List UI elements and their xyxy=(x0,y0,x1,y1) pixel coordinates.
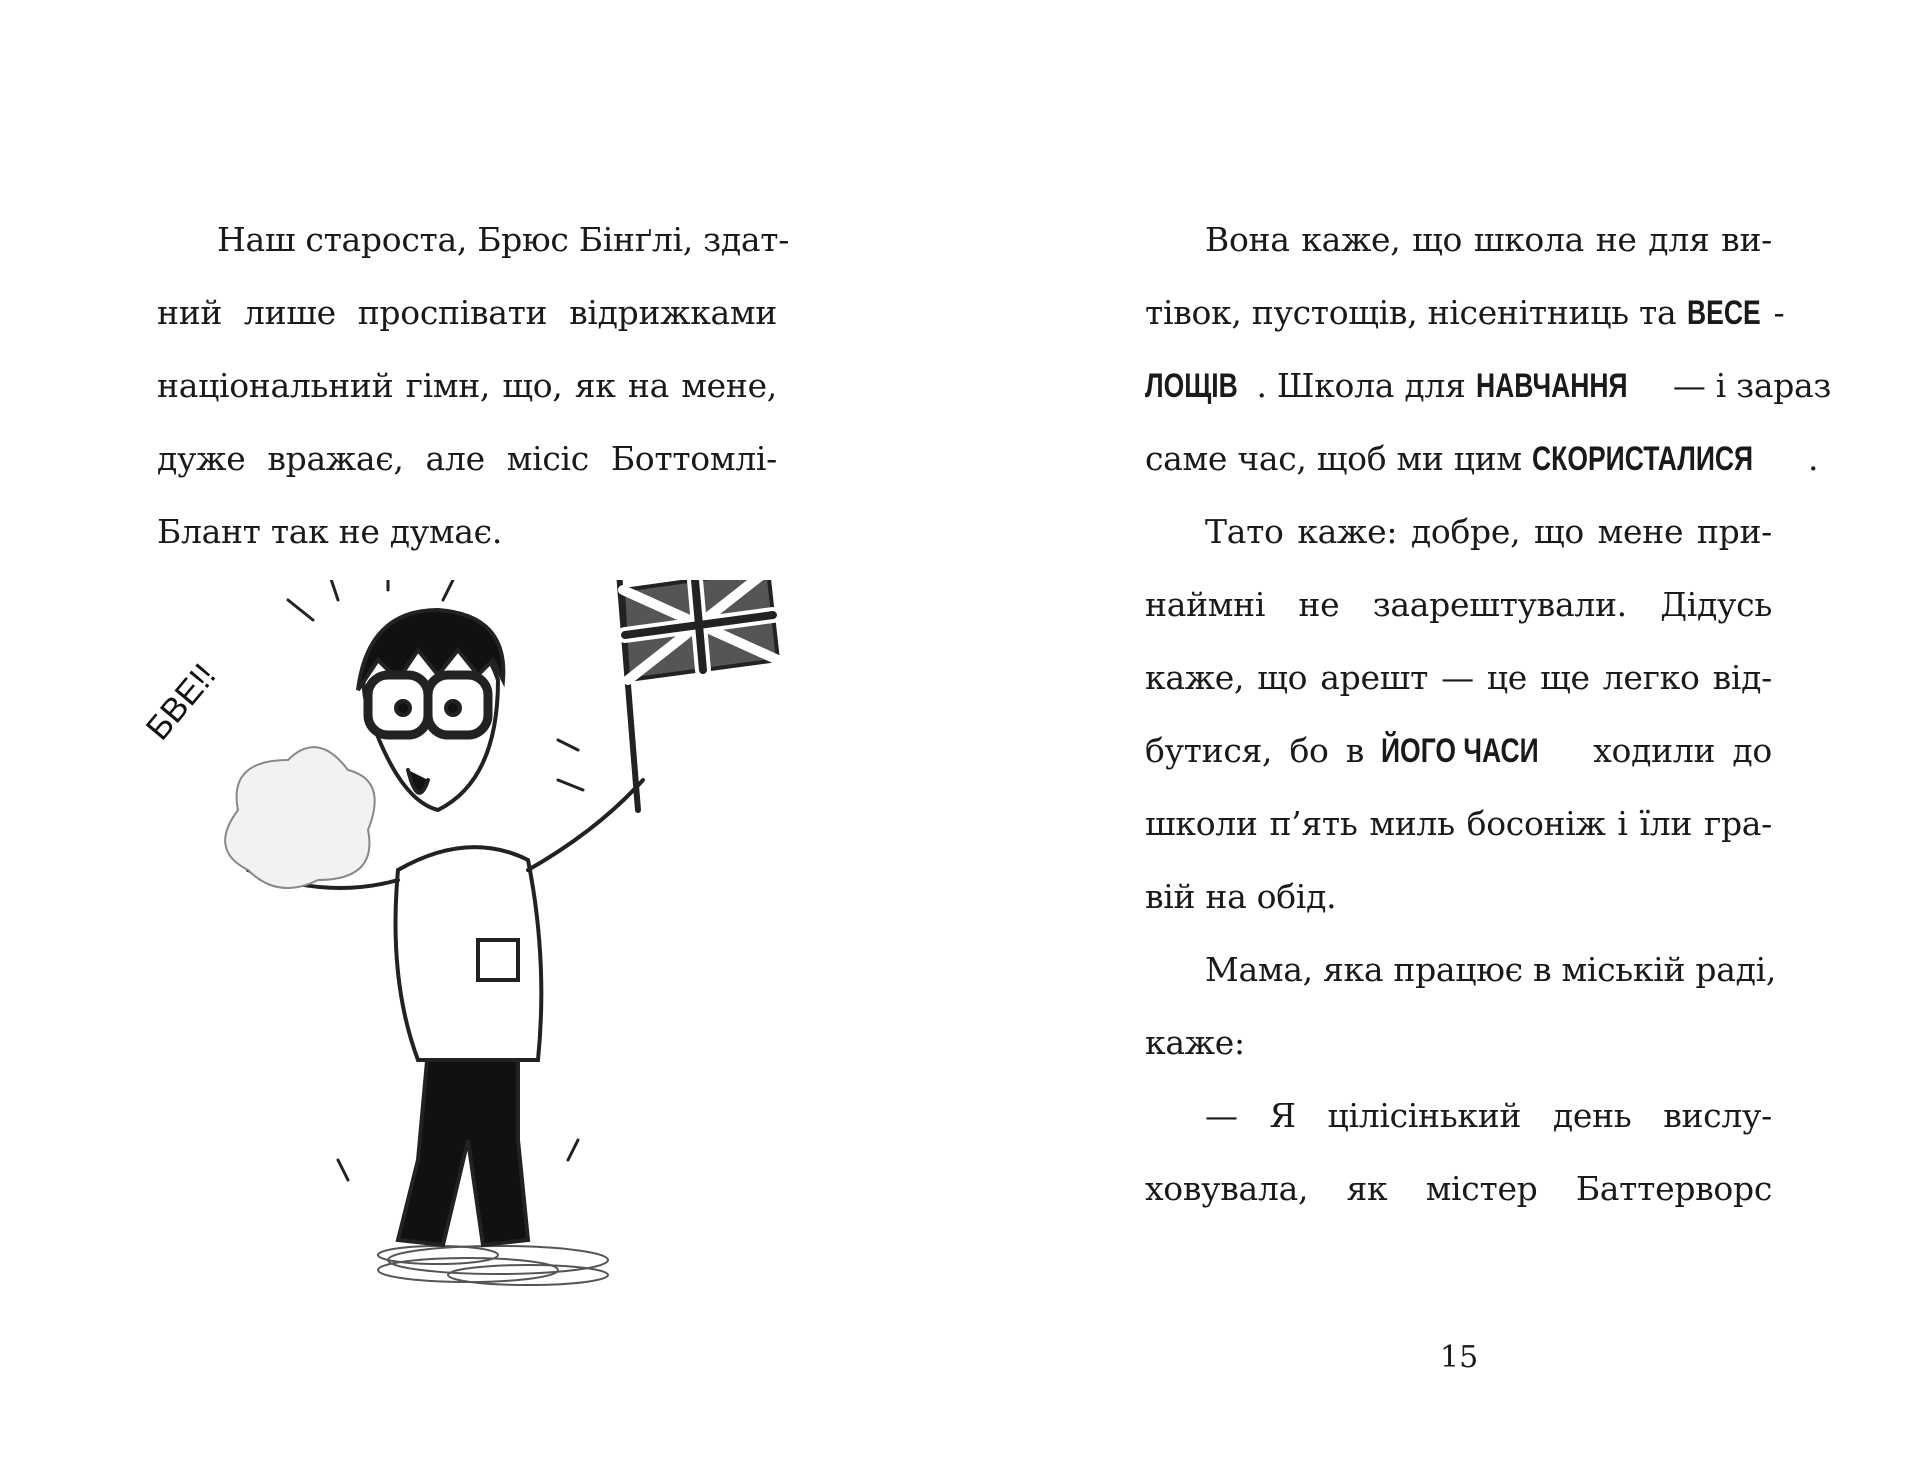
text-line xyxy=(1145,650,1772,723)
emphasized-word: СКОРИСТАЛИСЯ xyxy=(1531,440,1754,478)
emphasized-word: НАВЧАННЯ xyxy=(1475,367,1628,405)
text-segment: ходили до xyxy=(1576,731,1772,770)
emphasized-word: ВЕСЕ xyxy=(1686,294,1761,332)
text-segment: . xyxy=(1807,439,1819,478)
text-segment: ний лише проспівати відрижками xyxy=(157,293,777,332)
text-line xyxy=(1145,358,1832,431)
text-segment: Вона каже, що школа не для ви- xyxy=(1205,220,1772,259)
text-segment: Блант так не думає. xyxy=(157,512,503,551)
text-segment: Наш староста, Брюс Бінґлі, здат- xyxy=(217,220,790,259)
text-line xyxy=(1145,504,1772,577)
pocket xyxy=(478,940,518,980)
text-line xyxy=(1145,577,1772,650)
text-line xyxy=(1145,1161,1772,1234)
sound-effect-text: БВЕ!! xyxy=(138,656,224,748)
text-line xyxy=(1145,212,1772,285)
text-segment: — Я цілісінький день вислу- xyxy=(1205,1096,1772,1135)
text-segment: Мама, яка працює в міській раді, xyxy=(1205,950,1777,989)
text-line xyxy=(157,358,777,431)
text-line xyxy=(157,431,777,504)
text-segment: саме час, щоб ми цим xyxy=(1145,439,1532,478)
text-line xyxy=(1145,285,1785,358)
text-segment: Тато каже: добре, що мене при- xyxy=(1205,512,1772,551)
text-line xyxy=(1145,796,1772,869)
text-line xyxy=(157,212,790,285)
text-segment: тівок, пустощів, нісенітниць та xyxy=(1145,293,1687,332)
legs xyxy=(398,1050,528,1245)
text-segment: . Школа для xyxy=(1256,366,1476,405)
text-line xyxy=(1145,869,1772,942)
left-page-text xyxy=(157,212,790,577)
text-line xyxy=(1145,723,1772,796)
text-line xyxy=(1145,1015,1772,1088)
text-segment: — і зараз xyxy=(1662,366,1832,405)
right-arm xyxy=(528,780,643,870)
union-jack-flag xyxy=(623,580,778,680)
page-number: 15 xyxy=(1440,1340,1479,1375)
text-line xyxy=(157,504,777,577)
text-line xyxy=(1145,942,1777,1015)
text-segment: школи п’ять миль босоніж і їли гра- xyxy=(1145,804,1772,843)
text-line xyxy=(1145,1088,1772,1161)
text-segment: - xyxy=(1773,293,1785,332)
text-segment: національний гімн, що, як на мене, xyxy=(157,366,777,405)
text-line xyxy=(157,285,777,358)
text-segment: наймні не заарештували. Дідусь xyxy=(1145,585,1772,624)
text-segment: ховувала, як містер Баттерворс xyxy=(1145,1169,1772,1208)
text-segment: дуже вражає, але місіс Боттомлі- xyxy=(157,439,777,478)
emphasized-word: ЛОЩІВ xyxy=(1145,367,1238,405)
text-segment: каже: xyxy=(1145,1023,1245,1062)
text-line xyxy=(1145,431,1819,504)
text-segment: вій на обід. xyxy=(1145,877,1337,916)
boy-with-flag-illustration xyxy=(98,580,798,1320)
floor-scribble xyxy=(378,1246,608,1285)
right-page-text xyxy=(1145,212,1832,1234)
emphasized-word: ЙОГО ЧАСИ xyxy=(1381,732,1540,770)
text-segment: каже, що арешт — це ще легко від- xyxy=(1145,658,1772,697)
text-segment: бутися, бо в xyxy=(1145,731,1382,770)
burp-cloud xyxy=(225,747,375,888)
